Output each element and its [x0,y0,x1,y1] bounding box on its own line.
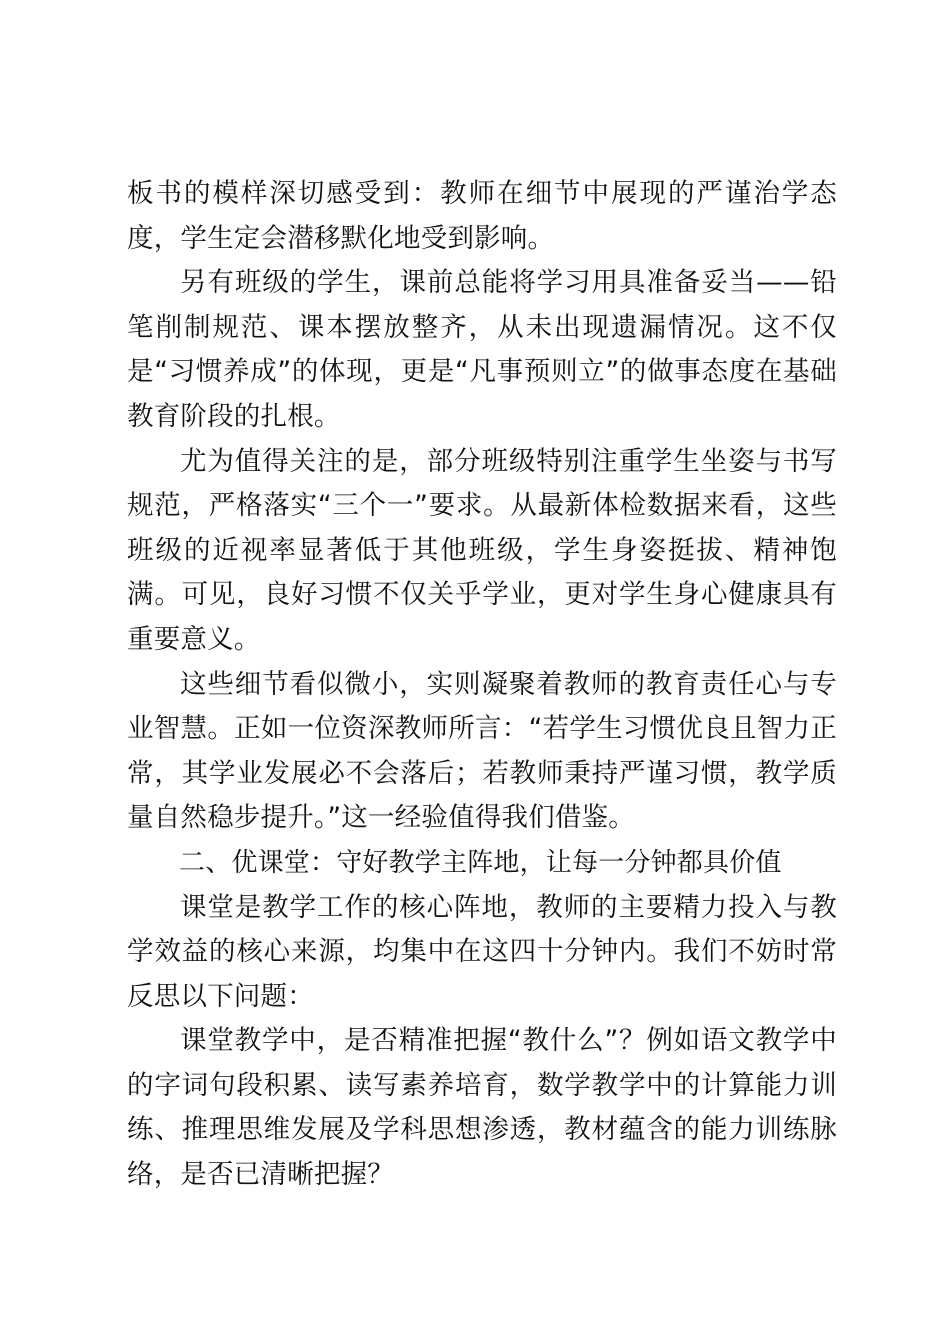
paragraph-3: 尤为值得关注的是，部分班级特别注重学生坐姿与书写规范，严格落实“三个一”要求。从最新体检数据来看，这些班级的近视率显著低于其他班级，学生身姿挺拔、精神饱满。可见，良好习惯不仅关乎学业，更对学生身心健康具有重要意义。 [127,445,837,655]
paragraph-4: 这些细节看似微小，实则凝聚着教师的教育责任心与专业智慧。正如一位资深教师所言：“若学生习惯优良且智力正常，其学业发展必不会落后；若教师秉持严谨习惯，教学质量自然稳步提升。”这一经验值得我们借鉴。 [127,668,837,834]
paragraph-1: 板书的模样深切感受到：教师在细节中展现的严谨治学态度，学生定会潜移默化地受到影响。 [127,178,837,254]
document-body [127,172,837,1198]
section-heading: 二、优课堂：守好教学主阵地，让每一分钟都具价值 [179,847,782,878]
paragraph-6: 课堂教学中，是否精准把握“教什么”？例如语文教学中的字词句段积累、读写素养培育，数学教学中的计算能力训练、推理思维发展及学科思想渗透，教材蕴含的能力训练脉络，是否已清晰把握？ [127,1025,837,1191]
paragraph-2: 另有班级的学生，课前总能将学习用具准备妥当——铅笔削制规范、课本摆放整齐，从未出现遗漏情况。这不仅是“习惯养成”的体现，更是“凡事预则立”的做事态度在基础教育阶段的扎根。 [127,267,837,432]
paragraph-5: 课堂是教学工作的核心阵地，教师的主要精力投入与教学效益的核心来源，均集中在这四十分钟内。我们不妨时常反思以下问题： [127,891,837,1012]
